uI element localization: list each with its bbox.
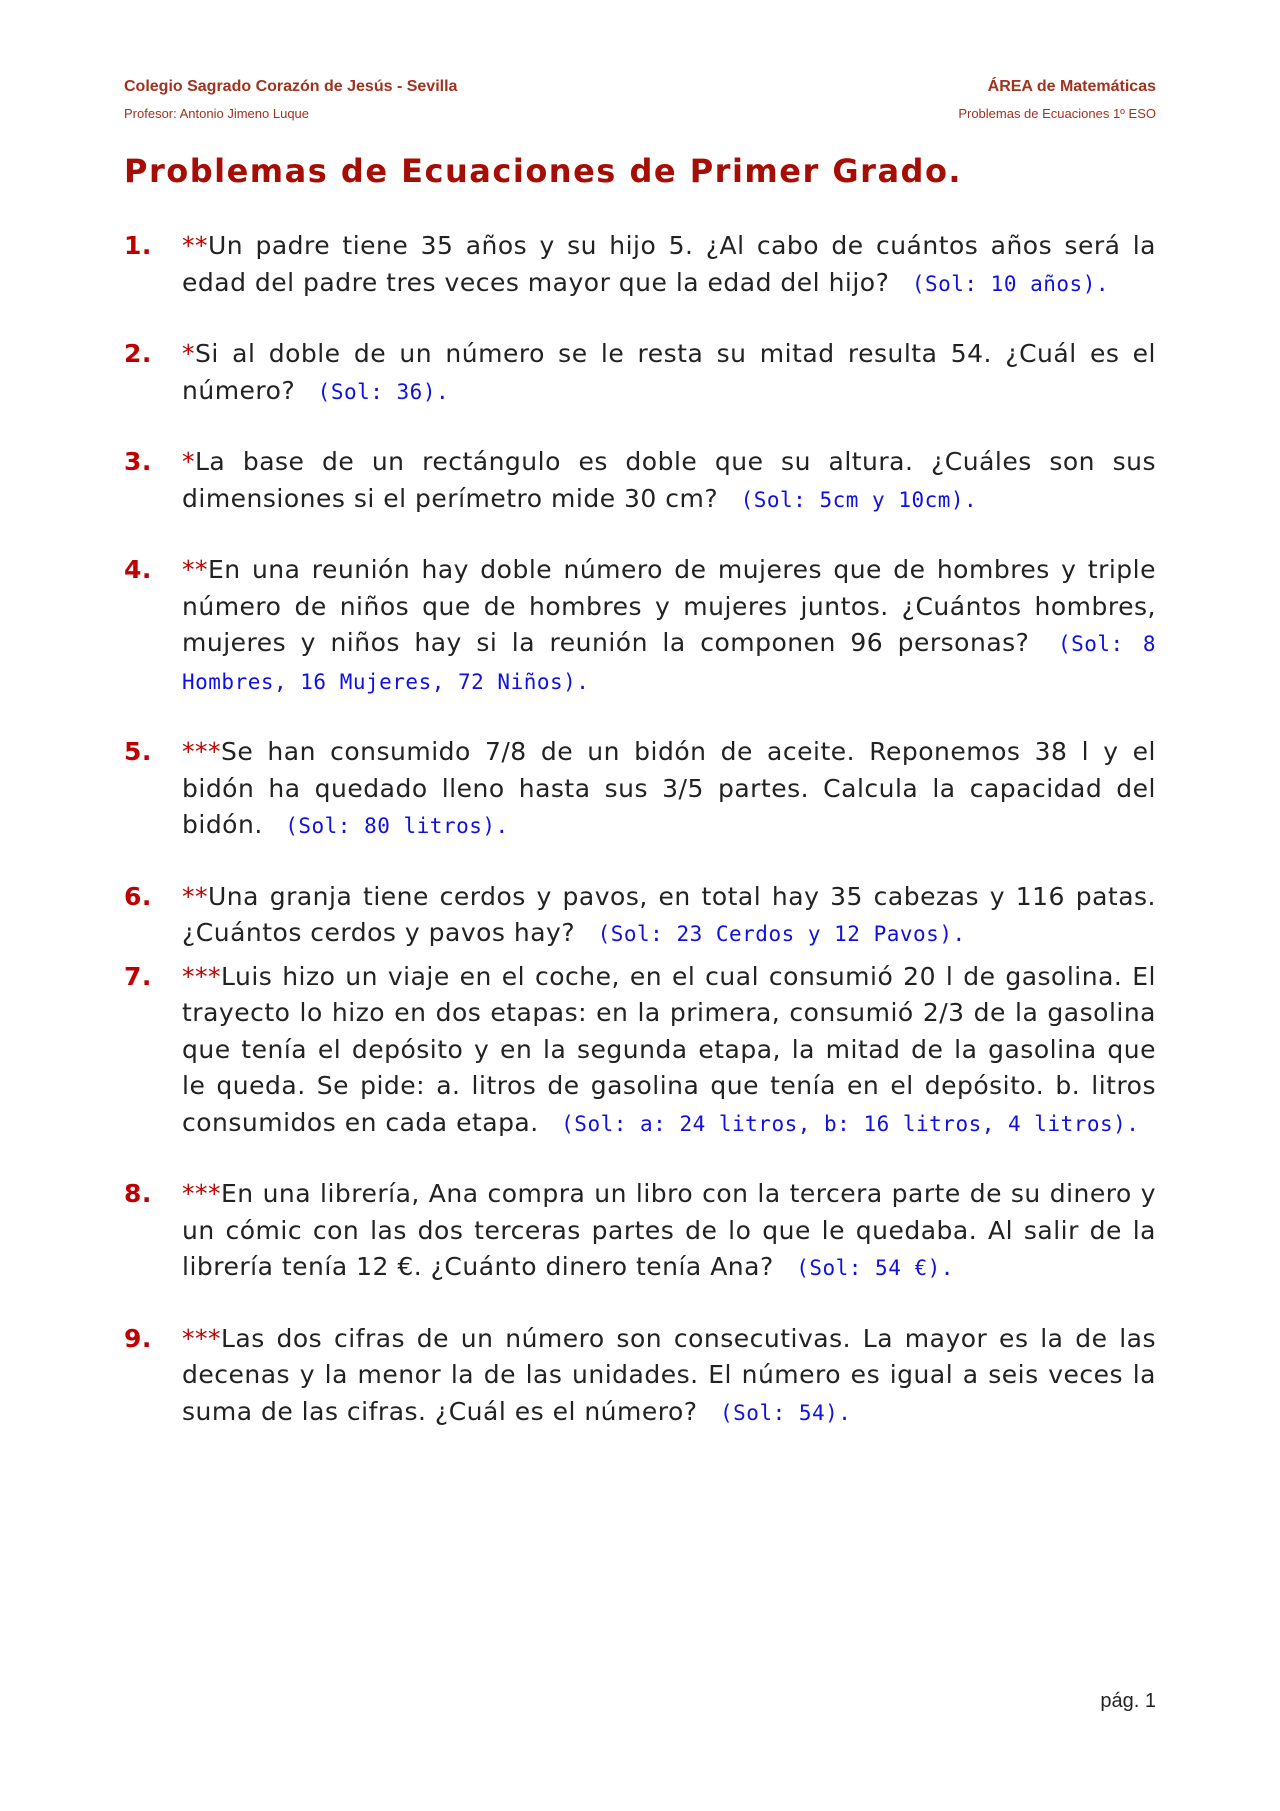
difficulty-stars: * bbox=[182, 447, 195, 476]
problem-list bbox=[124, 228, 1156, 1431]
problem-item bbox=[124, 552, 1156, 700]
difficulty-stars: *** bbox=[182, 1179, 221, 1208]
header-top-row bbox=[124, 78, 1156, 96]
problem-text: Un padre tiene 35 años y su hijo 5. ¿Al cabo de cuántos años será la edad del padre tres veces mayor que la edad del hijo? bbox=[182, 231, 1156, 297]
problem-solution: (Sol: 80 litros). bbox=[285, 814, 509, 838]
problem-solution: (Sol: 54 €). bbox=[796, 1256, 954, 1280]
page-number: pág. 1 bbox=[1100, 1690, 1156, 1712]
school-name: Colegio Sagrado Corazón de Jesús - Sevilla bbox=[124, 78, 458, 95]
problem-number: 8. bbox=[124, 1179, 152, 1208]
difficulty-stars: ** bbox=[182, 231, 208, 260]
difficulty-stars: * bbox=[182, 339, 195, 368]
problem-item bbox=[124, 959, 1156, 1143]
problem-solution: (Sol: 8 Hombres, 16 Mujeres, 72 Niños). bbox=[182, 632, 1156, 694]
problem-number: 4. bbox=[124, 555, 152, 584]
problem-item bbox=[124, 1176, 1156, 1287]
teacher-name: Profesor: Antonio Jimeno Luque bbox=[124, 106, 310, 121]
problem-text: Se han consumido 7/8 de un bidón de aceite. Reponemos 38 l y el bidón ha quedado lleno hasta sus 3/5 partes. Calcula la capacidad del bidón. bbox=[182, 737, 1156, 839]
problem-solution: (Sol: a: 24 litros, b: 16 litros, 4 litros). bbox=[561, 1111, 1140, 1136]
problem-text: Una granja tiene cerdos y pavos, en total hay 35 cabezas y 116 patas. ¿Cuántos cerdos y pavos hay? bbox=[182, 881, 1156, 947]
problem-solution: (Sol: 5cm y 10cm). bbox=[740, 487, 978, 512]
problem-item bbox=[124, 734, 1156, 845]
difficulty-stars: ** bbox=[182, 555, 208, 584]
problem-text: En una librería, Ana compra un libro con la tercera parte de su dinero y un cómic con las dos terceras partes de lo que le quedaba. Al salir de la librería tenía 12 €. ¿Cuánto dinero tenía Ana? bbox=[182, 1179, 1156, 1281]
worksheet-subject: Problemas de Ecuaciones 1º ESO bbox=[958, 106, 1156, 121]
problem-solution: (Sol: 54). bbox=[720, 1400, 852, 1425]
problem-number: 9. bbox=[124, 1323, 152, 1353]
problem-item bbox=[124, 336, 1156, 410]
problem-text: Si al doble de un número se le resta su mitad resulta 54. ¿Cuál es el número? bbox=[182, 339, 1156, 405]
problem-solution: (Sol: 10 años). bbox=[911, 271, 1109, 296]
difficulty-stars: *** bbox=[182, 961, 221, 991]
header-bottom-row bbox=[124, 96, 1156, 121]
problem-number: 2. bbox=[124, 339, 152, 368]
problem-number: 1. bbox=[124, 231, 152, 260]
problem-solution: (Sol: 36). bbox=[317, 379, 450, 404]
problem-item bbox=[124, 1321, 1156, 1432]
difficulty-stars: *** bbox=[182, 1323, 221, 1353]
problem-text: En una reunión hay doble número de mujeres que de hombres y triple número de niños que de hombres y mujeres juntos. ¿Cuántos hombres, mujeres y niños hay si la reunión la componen 96 personas? bbox=[182, 555, 1156, 657]
problem-number: 7. bbox=[124, 961, 152, 991]
problem-solution: (Sol: 23 Cerdos y 12 Pavos). bbox=[597, 922, 966, 946]
problem-text: Luis hizo un viaje en el coche, en el cual consumió 20 l de gasolina. El trayecto lo hizo en dos etapas: en la primera, consumió 2/3 de la gasolina que tenía el depósito y en la segunda etapa, la mitad de la gasolina que le queda. Se pide: a. litros de gasolina que tenía en el depósito. b. litros consumidos en cada etapa. bbox=[182, 961, 1156, 1137]
problem-item bbox=[124, 444, 1156, 518]
subject-area: ÁREA de Matemáticas bbox=[987, 78, 1156, 95]
problem-text: La base de un rectángulo es doble que su altura. ¿Cuáles son sus dimensiones si el perímetro mide 30 cm? bbox=[182, 447, 1156, 513]
problem-item bbox=[124, 228, 1156, 302]
problem-text: Las dos cifras de un número son consecutivas. La mayor es la de las decenas y la menor la de las unidades. El número es igual a seis veces la suma de las cifras. ¿Cuál es el número? bbox=[182, 1323, 1156, 1426]
difficulty-stars: ** bbox=[182, 881, 208, 911]
problem-number: 5. bbox=[124, 737, 152, 766]
problem-number: 6. bbox=[124, 881, 152, 911]
difficulty-stars: *** bbox=[182, 737, 221, 766]
page-title: Problemas de Ecuaciones de Primer Grado. bbox=[124, 152, 963, 190]
problem-item bbox=[124, 879, 1156, 953]
page-header bbox=[124, 78, 1156, 130]
problem-number: 3. bbox=[124, 447, 152, 476]
